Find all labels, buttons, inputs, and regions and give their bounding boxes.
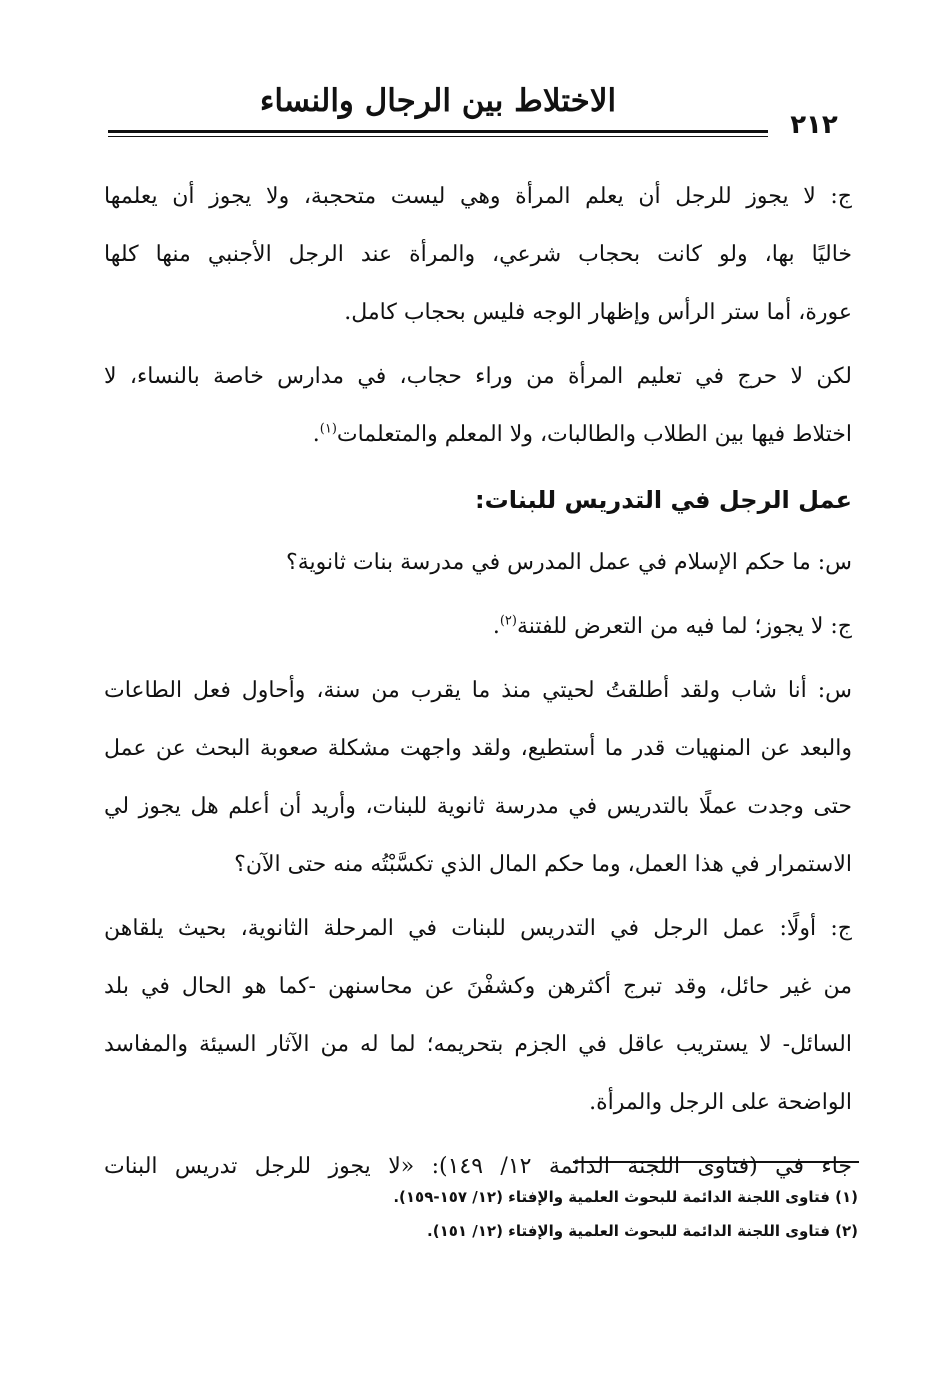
footnotes [98, 1180, 858, 1248]
text-line: حتى وجدت عملًا بالتدريس في مدرسة ثانوية للبنات، وأريد أن أعلم هل يجوز لي [104, 794, 852, 819]
paragraph-question-2 [104, 662, 852, 894]
paragraph-answer-1 [104, 168, 852, 342]
text-line: الاستمرار في هذا العمل، وما حكم المال الذي تكسَّبْتُه منه حتى الآن؟ [234, 852, 852, 877]
footnote-2: (٢) فتاوى اللجنة الدائمة للبحوث العلمية والإفتاء (١٢/ ١٥١). [427, 1222, 858, 1240]
text-line: ج: لا يجوز للرجل أن يعلم المرأة وهي ليست متحجبة، ولا يجوز أن يعلمها [104, 184, 852, 209]
text-line: لكن لا حرج في تعليم المرأة من وراء حجاب، في مدارس خاصة بالنساء، لا [104, 364, 852, 389]
text-line: السائل- لا يستريب عاقل في الجزم بتحريمه؛ لما له من الآثار السيئة والمفاسد [104, 1032, 852, 1057]
text-segment: ج: لا يجوز؛ لما فيه من التعرض للفتنة [516, 614, 852, 639]
text-line: والبعد عن المنهيات قدر ما أستطيع، ولقد واجهت مشكلة صعوبة البحث عن عمل [104, 736, 852, 761]
header-rule-thin [108, 136, 768, 137]
text-line: ج: أولًا: عمل الرجل في التدريس للبنات في المرحلة الثانوية، بحيث يلقاهن [104, 916, 852, 941]
paragraph-note [104, 348, 852, 464]
footnote-ref-1: (١) [319, 421, 337, 437]
body-text [104, 168, 852, 1202]
text-line: من غير حائل، وقد تبرج أكثرهن وكشفْنَ عن محاسنهن -كما هو الحال في بلد [104, 974, 852, 999]
text-segment: . [312, 422, 320, 447]
text-line: جاء في (فتاوى اللجنة الدائمة ١٢/ ١٤٩): «لا يجوز للرجل تدريس البنات [104, 1154, 852, 1179]
text-line: خاليًا بها، ولو كانت بحجاب شرعي، والمرأة عند الرجل الأجنبي منها كلها [104, 242, 852, 267]
section-heading: عمل الرجل في التدريس للبنات: [475, 486, 852, 514]
text-segment: اختلاط فيها بين الطلاب والطالبات، ولا المعلم والمتعلمات [336, 422, 852, 447]
text-line: عورة، أما ستر الرأس وإظهار الوجه فليس بحجاب كامل. [344, 300, 852, 325]
footnote-ref-2: (٢) [499, 613, 517, 629]
text-line [104, 406, 852, 464]
text-segment: . [492, 614, 500, 639]
text-line: س: ما حكم الإسلام في عمل المدرس في مدرسة بنات ثانوية؟ [286, 550, 852, 575]
footnote-separator [573, 1161, 859, 1163]
running-header [108, 78, 854, 144]
header-rule [108, 130, 768, 133]
paragraph-answer-2 [104, 598, 852, 656]
footnote-1: (١) فتاوى اللجنة الدائمة للبحوث العلمية والإفتاء (١٢/ ١٥٧-١٥٩). [393, 1188, 858, 1206]
text-line [104, 598, 852, 656]
header-title: الاختلاط بين الرجال والنساء [259, 83, 617, 119]
text-line: الواضحة على الرجل والمرأة. [589, 1090, 852, 1115]
paragraph-question-1 [104, 534, 852, 592]
paragraph-answer-3 [104, 900, 852, 1132]
text-line: س: أنا شاب ولقد أطلقتُ لحيتي منذ ما يقرب من سنة، وأحاول فعل الطاعات [104, 678, 852, 703]
page-number: ٢١٢ [790, 110, 838, 140]
